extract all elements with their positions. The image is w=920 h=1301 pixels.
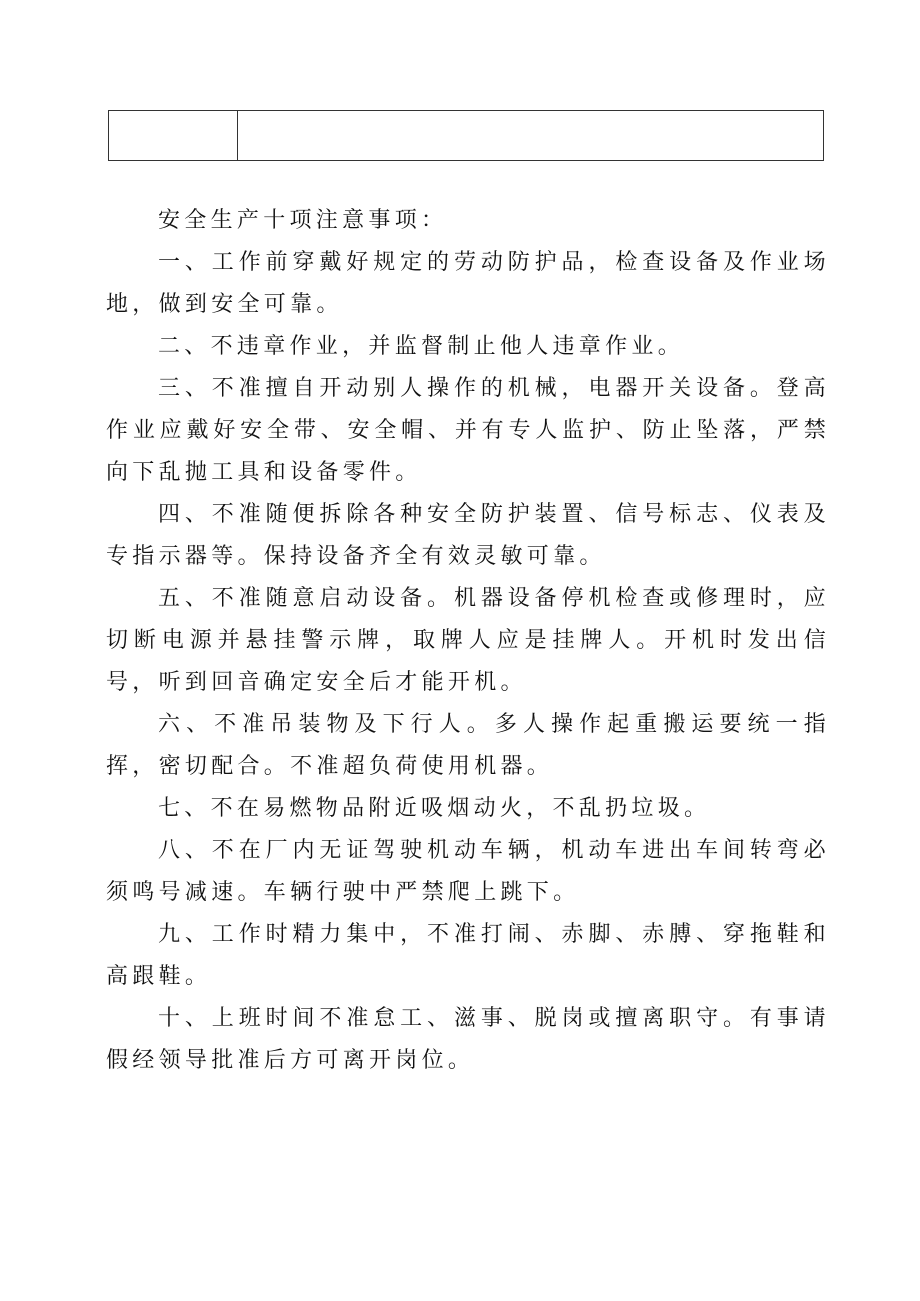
rule-item-9: 九、工作时精力集中，不准打闹、赤脚、赤膊、穿拖鞋和高跟鞋。: [106, 922, 830, 989]
rule-item-2: 二、不违章作业，并监督制止他人违章作业。: [158, 334, 685, 359]
table-row: [109, 111, 824, 161]
rule-item-3: 三、不准擅自开动别人操作的机械，电器开关设备。登高作业应戴好安全带、安全帽、并有专人监护、防止坠落，严禁向下乱抛工具和设备零件。: [106, 376, 830, 485]
rule-item-6: 六、不准吊装物及下行人。多人操作起重搬运要统一指挥，密切配合。不准超负荷使用机器。: [106, 712, 830, 779]
rule-item-10: 十、上班时间不准怠工、滋事、脱岗或擅离职守。有事请假经领导批准后方可离开岗位。: [106, 1006, 830, 1073]
rule-item-7: 七、不在易燃物品附近吸烟动火，不乱扔垃圾。: [158, 796, 711, 821]
rule-item-5: 五、不准随意启动设备。机器设备停机检查或修理时，应切断电源并悬挂警示牌，取牌人应是挂牌人。开机时发出信号，听到回音确定安全后才能开机。: [106, 586, 830, 695]
rule-item-4: 四、不准随便拆除各种安全防护装置、信号标志、仪表及专指示器等。保持设备齐全有效灵敏可靠。: [106, 502, 830, 569]
safety-notice-body: [106, 200, 830, 1082]
table-cell-empty: [238, 111, 824, 161]
table-cell-empty: [109, 111, 238, 161]
rule-item-8: 八、不在厂内无证驾驶机动车辆，机动车进出车间转弯必须鸣号减速。车辆行驶中严禁爬上跳下。: [106, 838, 830, 905]
header-table: [108, 110, 824, 161]
section-heading: 安全生产十项注意事项：: [158, 208, 448, 233]
rule-item-1: 一、工作前穿戴好规定的劳动防护品，检查设备及作业场地，做到安全可靠。: [106, 250, 830, 317]
